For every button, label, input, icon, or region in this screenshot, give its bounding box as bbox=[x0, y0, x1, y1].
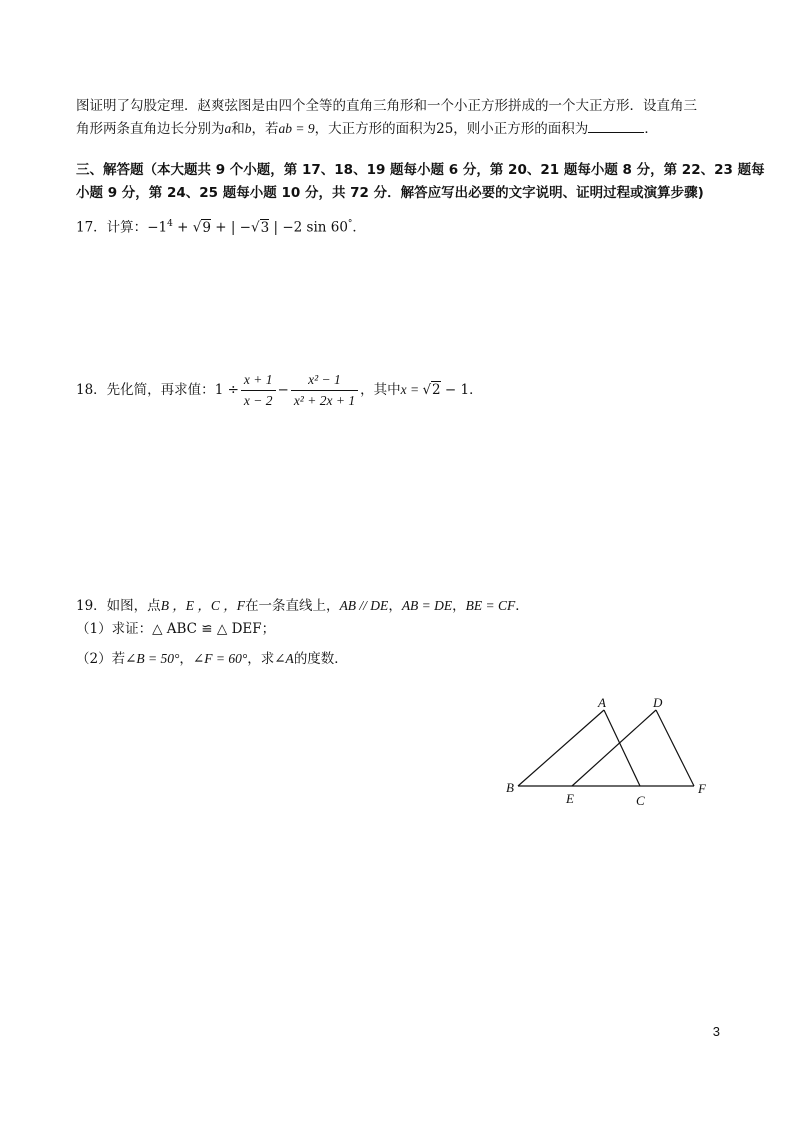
q19-points: B ，E ，C ，F bbox=[160, 598, 246, 613]
q19-sep: ， bbox=[179, 651, 193, 667]
section3-text-2: 小题 9 分，第 24、25 题每小题 10 分，共 72 分．解答应写出必要的文字说明、证明过程或演算步骤) bbox=[76, 185, 704, 201]
q19-equal-segments: BE = CF bbox=[465, 598, 516, 613]
sqrt-icon: √ bbox=[422, 382, 432, 398]
question-19 bbox=[76, 596, 529, 616]
intro-mid-text: ，大正方形的面积为25，则小正方形的面积为 bbox=[314, 121, 589, 137]
q18-radicand-2: 2 bbox=[432, 382, 441, 398]
q18-fraction-2 bbox=[291, 372, 358, 409]
var-b: b bbox=[244, 121, 252, 136]
q19-part1-text: （1）求证：△ ABC ≌ △ DEF； bbox=[76, 621, 276, 637]
label-c: C bbox=[636, 793, 645, 808]
q17-radicand-9: 9 bbox=[202, 219, 211, 236]
page-number: 3 bbox=[712, 1024, 720, 1039]
q18-frac2-numerator: x² − 1 bbox=[291, 372, 358, 391]
q19-part-1 bbox=[76, 619, 275, 639]
q19-angle-a: ∠A bbox=[274, 651, 294, 666]
q19-sep: ， bbox=[452, 598, 466, 614]
q18-where: ，其中 bbox=[360, 382, 401, 398]
q18-label: 18．先化简，再求值： bbox=[76, 382, 215, 398]
comma-text: ，若 bbox=[251, 121, 279, 137]
sqrt-icon: √ bbox=[250, 219, 260, 236]
intro-line-1 bbox=[76, 96, 697, 116]
and-text: 和 bbox=[231, 121, 245, 137]
q18-frac2-denominator: x² + 2x + 1 bbox=[293, 393, 356, 408]
label-f: F bbox=[698, 781, 706, 796]
q19-equal-sides: AB = DE bbox=[401, 598, 453, 613]
label-a: A bbox=[598, 695, 606, 710]
triangle-figure bbox=[500, 690, 740, 820]
q18-period: ． bbox=[469, 382, 483, 398]
q17-term1: −1 bbox=[147, 219, 168, 236]
q18-x-eq: x = bbox=[400, 382, 423, 397]
q17-label: 17．计算： bbox=[76, 219, 148, 236]
q18-minus: − bbox=[277, 382, 289, 398]
q18-frac1-numerator: x + 1 bbox=[241, 372, 276, 391]
period: ． bbox=[644, 121, 658, 137]
q19-intro: 19．如图，点 bbox=[76, 598, 161, 614]
label-d: D bbox=[653, 695, 663, 710]
answer-blank[interactable] bbox=[588, 118, 644, 133]
q19-angle-b: ∠B = 50° bbox=[125, 651, 180, 666]
q19-part-2 bbox=[76, 649, 348, 669]
q18-one-div: 1 ÷ bbox=[214, 382, 239, 398]
section3-heading-1 bbox=[76, 160, 765, 180]
q19-angle-f: ∠F = 60° bbox=[192, 651, 248, 666]
section3-text-1: 三、解答题（本大题共 9 个小题，第 17、18、19 题每小题 6 分，第 20、21 题每小题 8 分，第 22、23 题每 bbox=[76, 162, 765, 178]
q19-part2-end: 的度数． bbox=[293, 651, 348, 667]
q19-period: ． bbox=[515, 598, 529, 614]
intro-text-1: 图证明了勾股定理．赵爽弦图是由四个全等的直角三角形和一个小正方形拼成的一个大正方形．设直角三 bbox=[76, 98, 697, 114]
q19-parallel: AB // DE bbox=[339, 598, 389, 613]
intro-line-2 bbox=[76, 118, 658, 139]
q17-degree: ° bbox=[347, 219, 353, 229]
question-18 bbox=[76, 370, 483, 410]
q19-mid: 在一条直线上， bbox=[245, 598, 340, 614]
section3-heading-2 bbox=[76, 183, 704, 203]
q17-plus: + bbox=[172, 219, 193, 236]
var-a: a bbox=[224, 121, 232, 136]
q17-exponent: 4 bbox=[167, 219, 173, 229]
q17-period: ． bbox=[352, 219, 366, 236]
segment-ed bbox=[572, 710, 656, 786]
segment-ac bbox=[604, 710, 640, 786]
q19-part2-pre: （2）若 bbox=[76, 651, 126, 667]
q19-sep: ， bbox=[388, 598, 402, 614]
q17-radicand-3: 3 bbox=[260, 219, 270, 236]
condition-ab: ab = 9 bbox=[278, 121, 315, 136]
segment-ab bbox=[518, 710, 604, 786]
q19-part2-post: ，求 bbox=[247, 651, 275, 667]
question-17 bbox=[76, 214, 366, 238]
q17-abs-open: + | − bbox=[210, 219, 251, 236]
q18-fraction-1 bbox=[241, 372, 276, 409]
q18-minus-one: − 1 bbox=[440, 382, 470, 398]
sqrt-icon: √ bbox=[192, 219, 202, 236]
intro-text-2: 角形两条直角边长分别为 bbox=[76, 121, 225, 137]
segment-df bbox=[656, 710, 694, 786]
q18-frac1-denominator: x − 2 bbox=[243, 393, 273, 408]
label-e: E bbox=[566, 791, 574, 806]
label-b: B bbox=[506, 780, 514, 795]
q17-sin-term: | −2 sin 60 bbox=[269, 219, 348, 236]
